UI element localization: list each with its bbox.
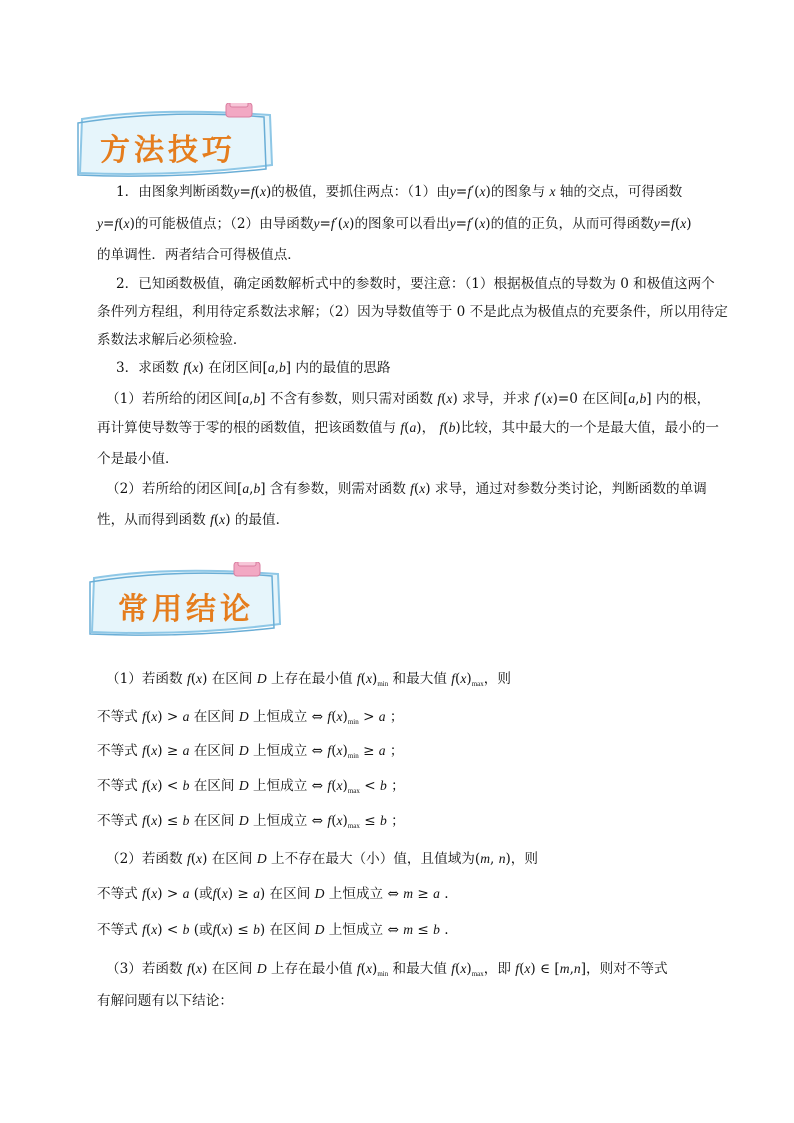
- inequality-line-3: 不等式 f(x) < b 在区间 D 上恒成立 ⇔ $f(x)_{max} < b$ ；: [97, 778, 405, 795]
- conclusion-3-intro: （3）若函数 f(x) 在区间 D 上存在最小值 $f(x)_{min}$ 和最大值 $f(x)_{max}$，即 f(x) ∈ [m,n]，则对不等式: [106, 961, 668, 978]
- paragraph-4-line-3: 个是最小值．: [97, 451, 179, 467]
- paragraph-4-line-1: （1）若所给的闭区间[a,b] 不含有参数，则只需对函数 f(x) 求导，并求 f′(x)=0 在区间[a,b] 内的根，: [106, 391, 711, 407]
- paragraph-5-line-2: 性，从而得到函数 f(x) 的最值．: [97, 512, 290, 528]
- section-title: 方法技巧: [100, 133, 236, 168]
- inequality-line-6: 不等式 f(x) < b (或f(x) ≤ b) 在区间 D 上恒成立 ⇔ m ≤ b .: [97, 922, 449, 938]
- section-banner-methods: [76, 103, 276, 179]
- inequality-line-2: 不等式 f(x) ≥ a 在区间 D 上恒成立 ⇔ $f(x)_{min} \ge a$ ；: [97, 743, 404, 760]
- paragraph-2-line-1: 2．已知函数极值，确定函数解析式中的参数时，要注意：（1）根据极值点的导数为 0 和极值这两个: [116, 276, 715, 292]
- section-title: 常用结论: [118, 592, 254, 627]
- paragraph-2-line-3: 系数法求解后必须检验．: [97, 332, 247, 348]
- section-banner-conclusions: [88, 562, 284, 638]
- paragraph-3: 3．求函数 f(x) 在闭区间[a,b] 内的最值的思路: [116, 360, 391, 376]
- paragraph-1-line-2: y=f(x)的可能极值点；（2）由导函数y=f′(x)的图象可以看出y=f′(x)的值的正负，从而可得函数y=f(x): [97, 216, 692, 232]
- paragraph-1-line-1: 1．由图象判断函数y=f(x)的极值，要抓住两点：（1）由y=f′(x)的图象与 x 轴的交点，可得函数: [116, 184, 683, 200]
- conclusion-1-intro: （1）若函数 f(x) 在区间 D 上存在最小值 $f(x)_{min}$ 和最大值 $f(x)_{max}$，则: [106, 671, 511, 688]
- inequality-line-5: 不等式 f(x) > a (或f(x) ≥ a) 在区间 D 上恒成立 ⇔ m ≥ a .: [97, 886, 449, 902]
- conclusion-2-intro: （2）若函数 f(x) 在区间 D 上不存在最大（小）值，且值域为(m, n)，则: [106, 851, 538, 867]
- conclusion-3-line-2: 有解问题有以下结论：: [97, 993, 233, 1009]
- paragraph-5-line-1: （2）若所给的闭区间[a,b] 含有参数，则需对函数 f(x) 求导，通过对参数分类讨论，判断函数的单调: [106, 481, 707, 497]
- inequality-line-4: 不等式 f(x) ≤ b 在区间 D 上恒成立 ⇔ $f(x)_{max} \le b$ ；: [97, 813, 405, 830]
- paragraph-4-line-2: 再计算使导数等于零的根的函数值，把该函数值与 f(a)， f(b)比较，其中最大的一个是最大值，最小的一: [97, 420, 719, 436]
- inequality-line-1: 不等式 f(x) > a 在区间 D 上恒成立 ⇔ $f(x)_{min} > a$ ；: [97, 709, 404, 726]
- paragraph-1-line-3: 的单调性．两者结合可得极值点．: [97, 247, 301, 263]
- paragraph-2-line-2: 条件列方程组，利用待定系数法求解；（2）因为导数值等于 0 不是此点为极值点的充要条件，所以用待定: [97, 304, 728, 320]
